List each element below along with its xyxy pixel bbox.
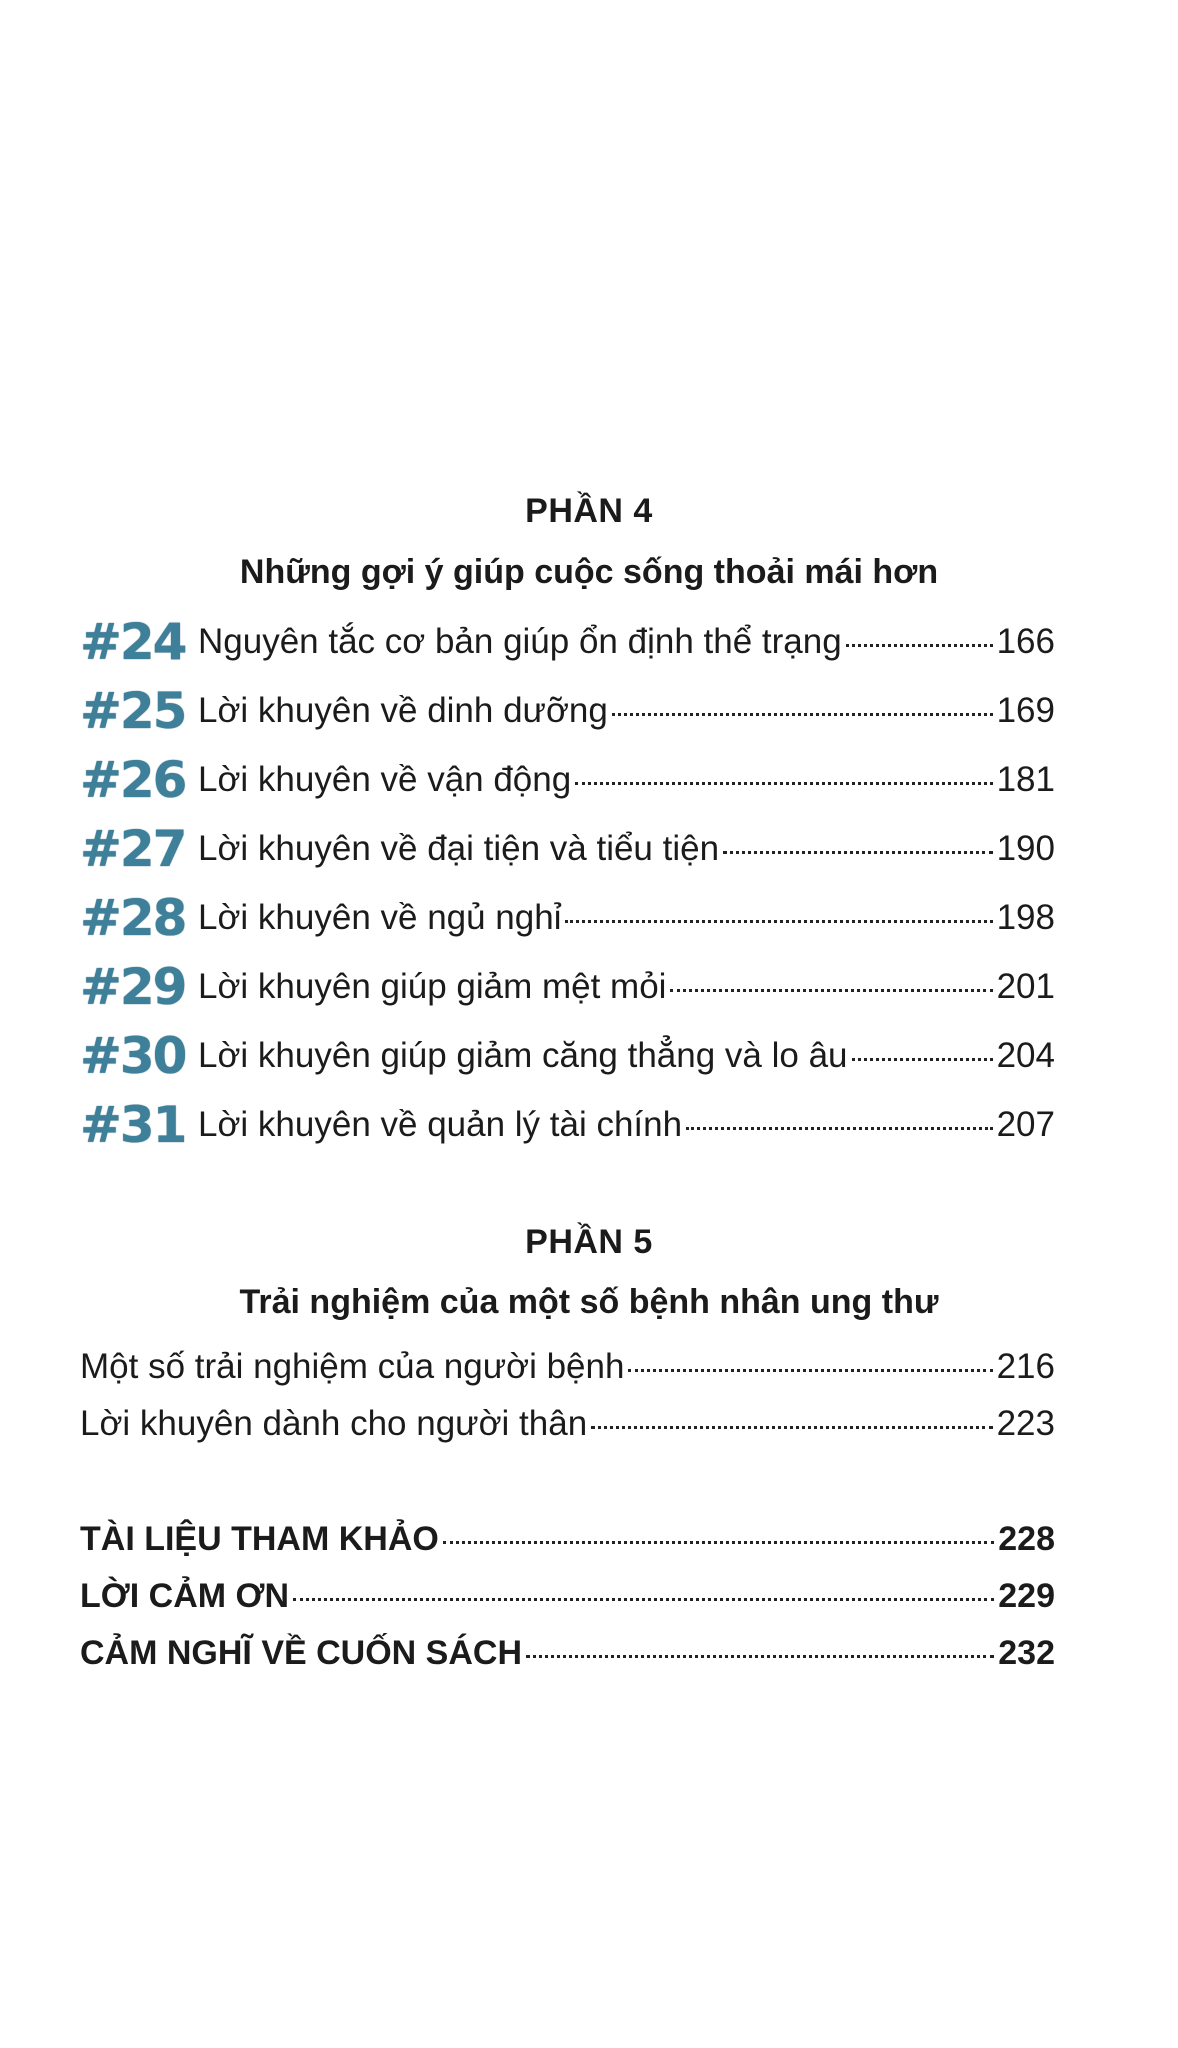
chapter-number: #29 xyxy=(80,958,186,1016)
page-number: 169 xyxy=(996,691,1055,730)
chapter-title: Lời khuyên về dinh dưỡng xyxy=(198,691,608,730)
toc-entry[interactable] xyxy=(80,1626,1055,1680)
dot-leader xyxy=(443,1541,994,1544)
toc-entry[interactable] xyxy=(80,683,1055,739)
dot-leader xyxy=(565,920,992,923)
part4-title: Những gợi ý giúp cuộc sống thoải mái hơn xyxy=(239,553,939,591)
page-number: 228 xyxy=(998,1520,1055,1558)
entry-title: CẢM NGHĨ VỀ CUỐN SÁCH xyxy=(80,1634,523,1672)
dot-leader xyxy=(670,989,992,992)
chapter-title: Lời khuyên giúp giảm căng thẳng và lo âu xyxy=(198,1036,848,1075)
dot-leader xyxy=(852,1058,993,1061)
page-number: 223 xyxy=(996,1404,1055,1443)
part4-label: PHẦN 4 xyxy=(525,492,653,530)
entry-title: Lời khuyên dành cho người thân xyxy=(80,1404,588,1443)
toc-entry[interactable] xyxy=(80,1097,1055,1153)
dot-leader xyxy=(293,1598,994,1601)
entry-title: TÀI LIỆU THAM KHẢO xyxy=(80,1520,439,1558)
page-number: 190 xyxy=(996,829,1055,868)
toc-entry[interactable] xyxy=(80,614,1055,670)
dot-leader xyxy=(723,851,993,854)
page-number: 166 xyxy=(996,622,1055,661)
toc-entry[interactable] xyxy=(80,1569,1055,1623)
toc-entry[interactable] xyxy=(80,1397,1055,1451)
toc-entry[interactable] xyxy=(80,1028,1055,1084)
entry-title: Một số trải nghiệm của người bệnh xyxy=(80,1347,625,1386)
chapter-title: Lời khuyên về đại tiện và tiểu tiện xyxy=(198,829,720,868)
dot-leader xyxy=(591,1426,992,1429)
page-number: 229 xyxy=(998,1577,1055,1615)
chapter-number: #30 xyxy=(80,1027,186,1085)
page-number: 232 xyxy=(998,1634,1055,1672)
chapter-number: #31 xyxy=(80,1096,186,1154)
entry-title: LỜI CẢM ƠN xyxy=(80,1577,290,1615)
chapter-number: #26 xyxy=(80,751,186,809)
toc-entry[interactable] xyxy=(80,1340,1055,1394)
page-number: 201 xyxy=(996,967,1055,1006)
toc-entry[interactable] xyxy=(80,1512,1055,1566)
page-number: 216 xyxy=(996,1347,1055,1386)
chapter-number: #25 xyxy=(80,682,186,740)
toc-entry[interactable] xyxy=(80,959,1055,1015)
page-number: 207 xyxy=(996,1105,1055,1144)
dot-leader xyxy=(628,1369,992,1372)
dot-leader xyxy=(612,713,993,716)
dot-leader xyxy=(526,1655,994,1658)
dot-leader xyxy=(686,1127,993,1130)
chapter-title: Lời khuyên về quản lý tài chính xyxy=(198,1105,683,1144)
part5-label: PHẦN 5 xyxy=(525,1223,653,1261)
chapter-title: Lời khuyên về ngủ nghỉ xyxy=(198,898,562,937)
toc-entry[interactable] xyxy=(80,890,1055,946)
toc-entry[interactable] xyxy=(80,752,1055,808)
page-number: 181 xyxy=(996,760,1055,799)
chapter-number: #28 xyxy=(80,889,186,947)
dot-leader xyxy=(846,644,993,647)
chapter-number: #24 xyxy=(80,613,186,671)
dot-leader xyxy=(575,782,992,785)
page-number: 198 xyxy=(996,898,1055,937)
chapter-title: Nguyên tắc cơ bản giúp ổn định thể trạng xyxy=(198,622,842,661)
toc-entry[interactable] xyxy=(80,821,1055,877)
chapter-title: Lời khuyên về vận động xyxy=(198,760,572,799)
page-number: 204 xyxy=(996,1036,1055,1075)
chapter-title: Lời khuyên giúp giảm mệt mỏi xyxy=(198,967,667,1006)
part5-title: Trải nghiệm của một số bệnh nhân ung thư xyxy=(239,1283,939,1321)
chapter-number: #27 xyxy=(80,820,186,878)
